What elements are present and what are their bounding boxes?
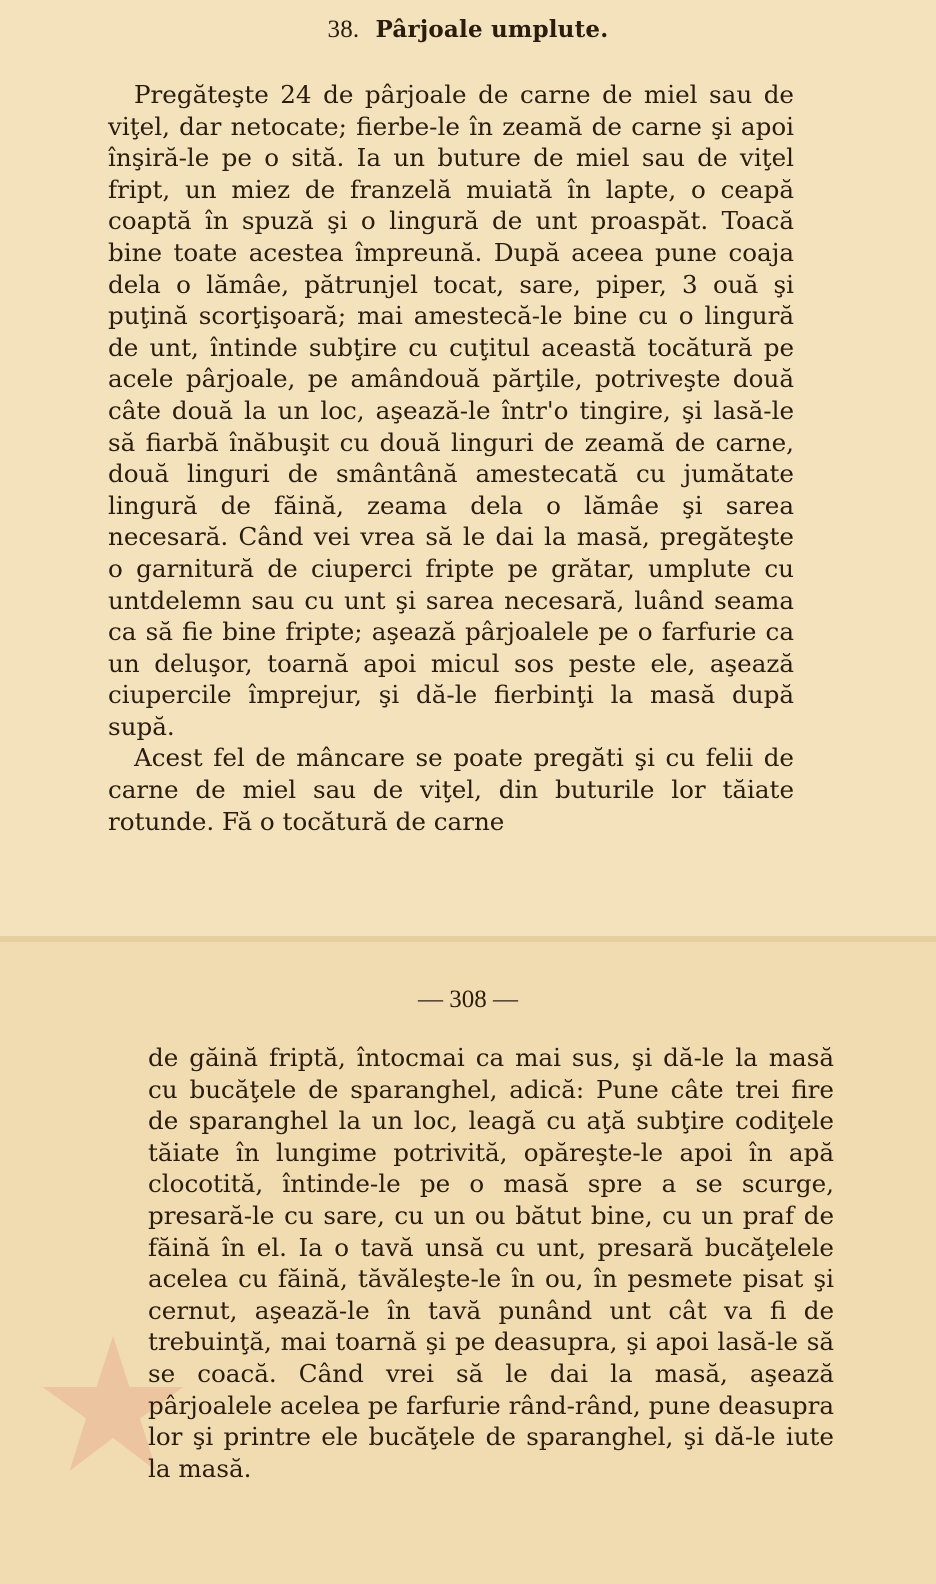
recipe-number: 38. (327, 16, 360, 43)
recipe-body-bottom (148, 1042, 834, 1484)
page-divider (0, 936, 936, 942)
recipe-body-top (108, 79, 794, 837)
page-number: — 308 — (418, 986, 518, 1013)
recipe-title: Pârjoale umplute. (375, 16, 609, 43)
paragraph: de găină friptă, întocmai ca mai sus, şi dă-le la masă cu bucăţele de sparanghel, adică: Pune câte trei fire de sparanghel la un loc, leagă cu aţă subţire codiţele tăiate în lungime potrivită, opăreşte-le apoi în apă clocotită, întinde-le pe o masă spre a se scurge, presară-le cu sare, cu un ou bătut bine, cu un praf de făină în el. Ia o tavă unsă cu unt, presară bucăţelele acelea cu făină, tăvăleşte-le în ou, în pesmete pisat şi cernut, aşează-le în tavă punând unt cât va fi de trebuinţă, mai toarnă şi pe deasupra, şi apoi lasă-le să se coacă. Când vrei să le dai la masă, aşează pârjoalele acelea pe farfurie rând-rând, pune deasupra lor şi printre ele bucăţele de sparanghel, şi dă-le iute la masă. (148, 1043, 834, 1483)
paragraph: Acest fel de mâncare se poate pregăti şi cu felii de carne de miel sau de viţel, din buturile lor tăiate rotunde. Fă o tocătură de carne (108, 743, 794, 836)
recipe-header (0, 14, 936, 44)
paragraph: Pregăteşte 24 de pârjoale de carne de miel sau de viţel, dar netocate; fierbe-le în zeamă de carne şi apoi înşiră-le pe o sită. Ia un buture de miel sau de viţel fript, un miez de franzelă muiată în lapte, o ceapă coaptă în spuză şi o lingură de unt proaspăt. Toacă bine toate acestea împreună. După aceea pune coaja dela o lămâe, pătrunjel tocat, sare, piper, 3 ouă şi puţină scorţişoară; mai amestecă-le bine cu o lingură de unt, întinde subţire cu cuţitul această tocătură pe acele pârjoale, pe amândouă părţile, potriveşte două câte două la un loc, aşează-le într'o tingire, şi lasă-le să fiarbă înăbuşit cu două linguri de zeamă de carne, două linguri de smântână amestecată cu jumătate lingură de făină, zeama dela o lămâe şi sarea necesară. Când vei vrea să le dai la masă, pregăteşte o garnitură de ciuperci fripte pe grătar, umplute cu untdelemn sau cu unt şi sarea necesară, luând seama ca să fie bine fripte; aşează pârjoalele pe o farfurie ca un deluşor, toarnă apoi micul sos peste ele, aşează ciupercile împrejur, şi dă-le fierbinţi la masă după supă. (108, 80, 794, 741)
